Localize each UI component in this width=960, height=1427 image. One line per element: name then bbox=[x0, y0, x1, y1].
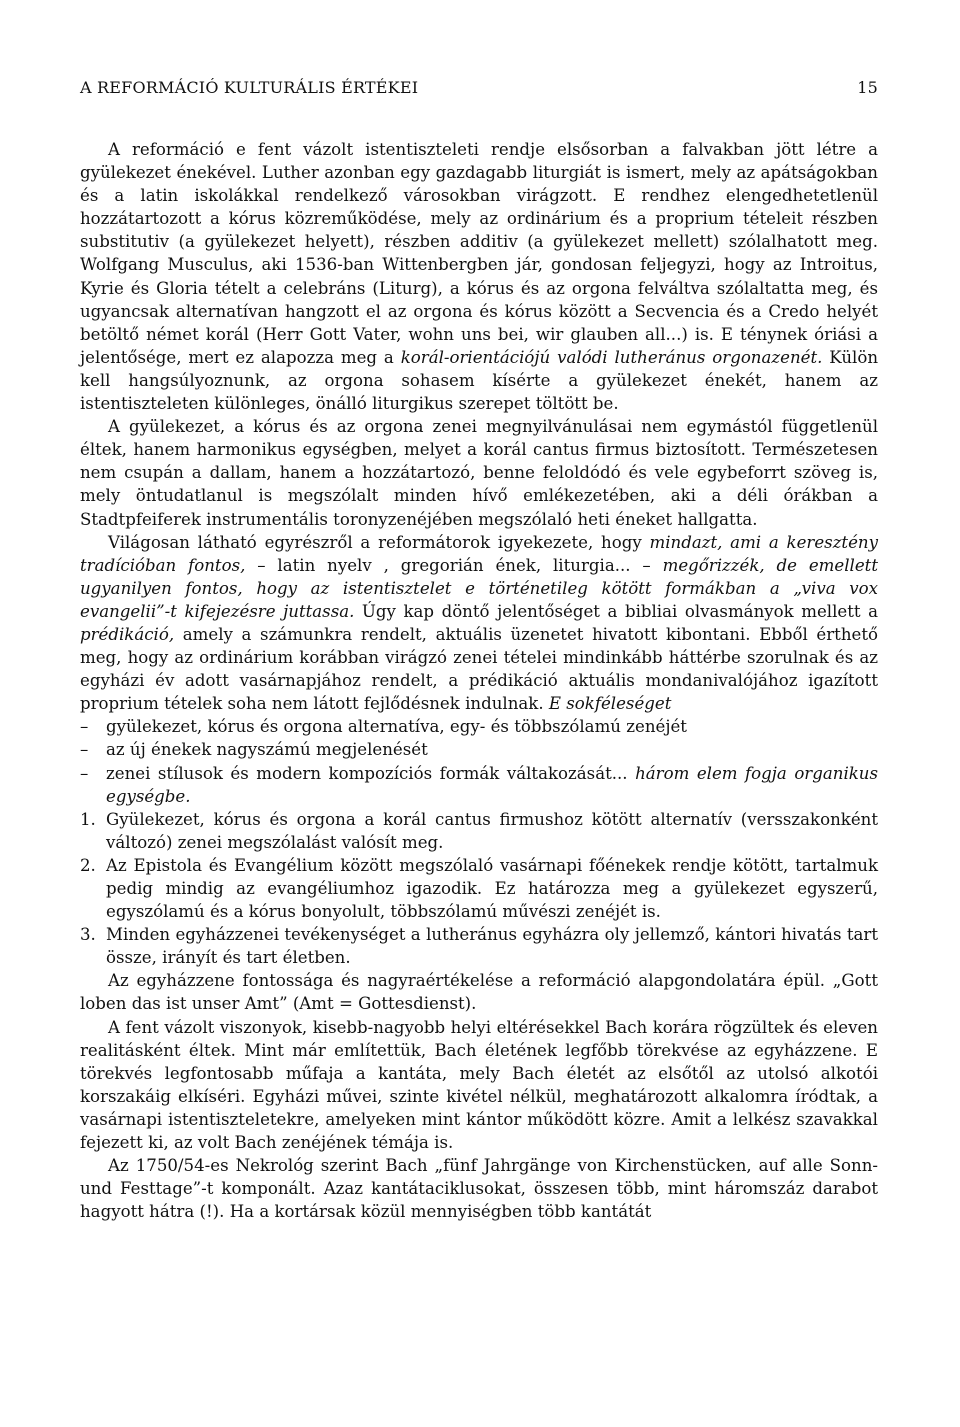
list-item bbox=[80, 923, 878, 969]
paragraph-liturgy bbox=[80, 138, 878, 415]
list-item-text: Minden egyházzenei tevékenységet a lutheránus egyházra oly jellemző, kántori hivatás tart össze, irányít és tart életben. bbox=[106, 925, 878, 968]
list-item bbox=[80, 762, 878, 808]
page-number: 15 bbox=[857, 78, 878, 97]
italic-emphasis: korál-orientációjú valódi lutheránus orgonazenét. bbox=[400, 347, 823, 367]
text-run: amely a számunkra rendelt, aktuális üzenetet hivatott kibontani. Ebből érthető meg, hogy az ordinárium korábban virágzó zenei tételei mindinkább háttérbe szorulnak és az egyházi év adott vasárnapjához rendelt, a prédikáció aktuális mondanivalójához igazított proprium tételek soha nem látott fejlődésnek indulnak. bbox=[80, 624, 878, 714]
list-item-text: Gyülekezet, kórus és orgona a korál cantus firmushoz kötött alternatív (versszakonként változó) zenei megszólalást valósít meg. bbox=[106, 809, 878, 852]
dash-marker: – bbox=[80, 763, 89, 783]
text-run: Világosan látható egyrészről a reformátorok igyekezete, hogy bbox=[108, 532, 650, 552]
dash-marker: – bbox=[80, 717, 89, 737]
paragraph-reformers bbox=[80, 531, 878, 716]
number-marker: 1. bbox=[80, 809, 96, 829]
list-item-text: gyülekezet, kórus és orgona alternatíva, egy- és többszólamú zenéjét bbox=[106, 717, 687, 737]
italic-emphasis: három elem fogja organikus egységbe. bbox=[106, 763, 879, 806]
running-title: A REFORMÁCIÓ KULTURÁLIS ÉRTÉKEI bbox=[80, 78, 419, 97]
body-text bbox=[80, 138, 878, 1223]
running-header bbox=[80, 78, 878, 102]
paragraph-importance: Az egyházzene fontossága és nagyraértékelése a reformáció alapgondolatára épül. „Gott loben das ist unser Amt” (Amt = Gottesdienst). bbox=[80, 971, 878, 1014]
list-item-text: Az Epistola és Evangélium között megszólaló vasárnapi főénekek rendje kötött, tartalmuk pedig mindig az evangéliumhoz igazodik. Ez határozza meg a gyülekezet egyszerű, egyszólamú és a kórus bonyolult, többszólamú művészi zenéjét is. bbox=[106, 855, 878, 922]
paragraph-necrology: Az 1750/54-es Nekrológ szerint Bach „fünf Jahrgänge von Kirchenstücken, auf alle Sonn- und Festtage”-t komponált. Azaz kantátaciklusokat, összesen több, mint háromszáz darabot hagyott hátra (!). Ha a kortársak közül mennyiségben több kantátát bbox=[80, 1156, 878, 1222]
paragraph-unity: A gyülekezet, a kórus és az orgona zenei megnyilvánulásai nem egymástól függetlenül éltek, hanem harmonikus egységben, melyet a korál cantus firmus biztosított. Természetesen nem csupán a dallam, hanem a hozzátartozó, benne feloldódó és vele egybeforrt szöveg is, mely öntudatlanul is megszólalt minden hívő emlékezetében, aki a déli órákban a Stadtpfeiferek instrumentális toronyzenéjében megszólaló heti éneket hallgatta. bbox=[80, 417, 878, 529]
italic-emphasis: megőrizzék, de emellett ugyanilyen fontos, hogy az istentisztelet e történetileg kötött formákban a „viva vox evangelii”-t kifejezésre juttassa. bbox=[80, 555, 878, 621]
list-item bbox=[80, 808, 878, 854]
dash-marker: – bbox=[80, 740, 89, 760]
italic-emphasis: E sokféleséget bbox=[548, 694, 672, 714]
text-run: Külön kell hangsúlyoznunk, az orgona sohasem kísérte a gyülekezet énekét, hanem az istentiszteleten különleges, önálló liturgikus szerepet töltött be. bbox=[80, 347, 879, 414]
list-item-text: zenei stílusok és modern kompozíciós formák váltakozását... bbox=[106, 763, 636, 783]
list-item bbox=[80, 854, 878, 923]
list-item bbox=[80, 715, 878, 738]
dash-list bbox=[80, 715, 878, 807]
italic-emphasis: prédikáció, bbox=[80, 624, 175, 644]
paragraph-bach-era: A fent vázolt viszonyok, kisebb-nagyobb helyi eltérésekkel Bach korára rögzültek és eleven realitásként éltek. Mint már említettük, Bach életének legfőbb törekvése az egyházzene. E törekvés legfontosabb műfaja a kantáta, mely Bach életét az elsőtől az utolsó alkotói korszakáig elkíséri. Egyházi művei, szinte kivétel nélkül, meghatározott alkalomra íródtak, a vasárnapi istentiszteletekre, amelyeken mint kántor működött közre. Amit a lelkész szavakkal fejezett ki, az volt Bach zenéjének témája is. bbox=[80, 1017, 878, 1153]
text-run: – latin nyelv , gregorián ének, liturgia... – bbox=[245, 555, 663, 575]
numbered-list bbox=[80, 808, 878, 970]
list-item-text: az új énekek nagyszámú megjelenését bbox=[106, 740, 428, 760]
list-item bbox=[80, 738, 878, 761]
text-run: A reformáció e fent vázolt istentiszteleti rendje elsősorban a falvakban jött létre a gyülekezet énekével. Luther azonban egy gazdagabb liturgiát is ismert, mely az apátságokban és a latin iskolákkal rendelkező városokban virágzott. E rendhez elengedhetetlenül hozzátartozott a kórus közreműködése, mely az ordinárium és a proprium tételeit részben substitutiv (a gyülekezet helyett), részben additiv (a gyülekezet mellett) szólalhatott meg. Wolfgang Musculus, aki 1536-ban Wittenbergben jár, gondosan feljegyzi, hogy az Introitus, Kyrie és Gloria tételt a celebráns (Liturg), a kórus és az orgona felváltva szólaltatta meg, és ugyancsak alternatívan hangzott el az orgona és kórus között a Secvencia és a Credo helyét betöltő német korál (Herr Gott Vater, wohn uns bei, wir glauben all...) is. E ténynek óriási a jelentősége, mert ez alapozza meg a bbox=[80, 140, 878, 367]
number-marker: 2. bbox=[80, 855, 96, 875]
italic-emphasis: mindazt, ami a keresztény tradícióban fontos, bbox=[80, 532, 878, 575]
number-marker: 3. bbox=[80, 925, 96, 945]
text-run: Úgy kap döntő jelentőséget a bibliai olvasmányok mellett a bbox=[354, 601, 878, 621]
